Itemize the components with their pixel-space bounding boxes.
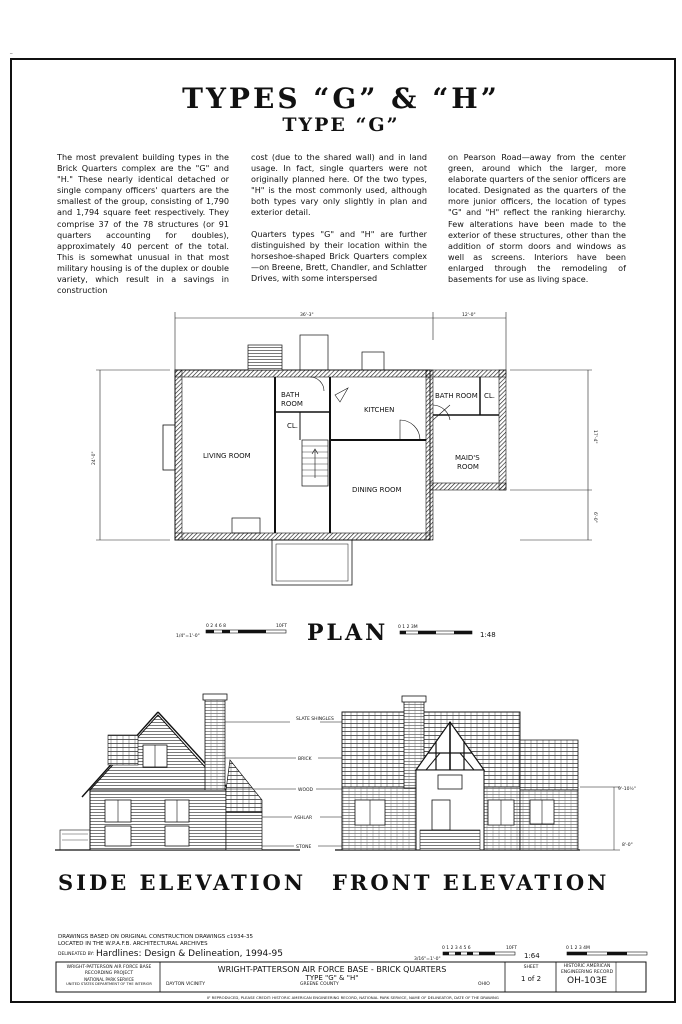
plan-scale-right	[398, 624, 496, 639]
svg-text:10FT: 10FT	[506, 946, 517, 951]
svg-text:0 1 2 3 4 5 6: 0 1 2 3 4 5 6	[442, 946, 471, 951]
plan-dimensions	[96, 312, 592, 540]
plan-label: PLAN	[307, 620, 389, 646]
front-elevation-label: FRONT ELEVATION	[332, 870, 610, 895]
structure-name: WRIGHT-PATTERSON AIR FORCE BASE - BRICK QUARTERS	[217, 965, 447, 974]
svg-text:10FT: 10FT	[276, 624, 287, 629]
structure-type: TYPE "G" & "H"	[305, 974, 359, 982]
agency-line-1: WRIGHT-PATTERSON AIR FORCE BASE	[66, 965, 152, 970]
drawing-title: TYPES “G” & “H”	[182, 82, 500, 115]
sheet-number: 1 of 2	[520, 975, 542, 983]
svg-text:1/4"=1'-0": 1/4"=1'-0"	[176, 634, 200, 639]
drawing-subtitle: TYPE “G”	[282, 114, 400, 136]
front-elevation	[335, 696, 580, 850]
dim-left: 24'-0"	[92, 451, 97, 465]
callout-brick: BRICK	[298, 757, 312, 762]
notes-line-2: LOCATED IN THE W.P.A.F.B. ARCHITECTURAL ARCHIVES	[58, 941, 208, 947]
room-closet-2: CL.	[484, 392, 496, 400]
agency-line-4: UNITED STATES DEPARTMENT OF THE INTERIOR	[66, 982, 152, 986]
room-maids: MAID'S	[455, 454, 480, 462]
svg-text:0 1 2 3 4M: 0 1 2 3 4M	[566, 946, 590, 951]
callout-stone: STONE	[296, 845, 312, 850]
dim-lower: 8'-0"	[622, 843, 633, 848]
room-kitchen: KITCHEN	[364, 406, 395, 414]
paragraph-1: The most prevalent building types in the Brick Quarters complex are the "G" and "H." These nearly identical detached or single company officers' quarters are the smallest of the group, consisting of 1,790 and 1,794 square feet respectively. They comprise 37 of the 78 structures (or 91 quarters accounting for doubles), approximately 40 percent of the total. This is somewhat unusual in that most military housing is of the duplex or double variety, which result in a savings in construction	[57, 152, 229, 296]
elevation-scale	[414, 945, 647, 962]
elevation-dimensions	[580, 785, 636, 850]
callout-slate: SLATE SHINGLES	[296, 717, 334, 722]
delineator-name: Hardlines: Design & Delineation, 1994-95	[96, 949, 283, 959]
dim-top-wing: 12'-0"	[462, 313, 476, 318]
side-elevation-label: SIDE ELEVATION	[58, 870, 307, 895]
svg-text:1:48: 1:48	[480, 631, 496, 639]
room-maids-b: ROOM	[457, 463, 479, 471]
svg-text:0 1 2 3M: 0 1 2 3M	[398, 625, 418, 630]
dim-right-1: 17'-4"	[592, 430, 597, 444]
svg-text:0 2 4 6 8: 0 2 4 6 8	[206, 624, 227, 629]
paragraph-3: Quarters types "G" and "H" are further distinguished by their location within the horseshoe-shaped Brick Quarters complex—on Breene, Brett, Chandler, and Schlatter Drives, with some interspersed	[251, 228, 427, 283]
svg-text:3/16"=1'-0": 3/16"=1'-0"	[414, 957, 441, 962]
svg-text:1:64: 1:64	[524, 952, 540, 960]
county: GREENE COUNTY	[300, 982, 339, 987]
dim-top-main: 36'-3"	[300, 313, 314, 318]
sheet-label: SHEET	[523, 965, 539, 970]
room-bath-1: BATH	[281, 391, 300, 399]
notes-line-1: DRAWINGS BASED ON ORIGINAL CONSTRUCTION DRAWINGS c1934-35	[58, 934, 253, 940]
dim-upper: 9'-10½"	[618, 787, 636, 792]
record-number: OH-103E	[567, 976, 607, 986]
agency-line-2: RECORDING PROJECT	[84, 971, 134, 976]
plan-scale-left	[176, 623, 287, 639]
location: DAYTON VICINITY	[166, 982, 206, 987]
room-living: LIVING ROOM	[203, 452, 251, 460]
haer-line-1: HISTORIC AMERICAN	[563, 964, 611, 969]
agency-line-3: NATIONAL PARK SERVICE	[84, 977, 134, 982]
haer-line-2: ENGINEERING RECORD	[560, 970, 614, 975]
callout-wood: WOOD	[298, 788, 313, 793]
side-elevation	[55, 694, 300, 850]
dim-right-2: 6'-0"	[592, 512, 597, 523]
room-bath-1b: ROOM	[281, 400, 303, 408]
delineated-by-label: DELINEATED BY:	[58, 952, 95, 957]
corner-mark: _	[10, 48, 13, 54]
room-dining: DINING ROOM	[352, 486, 402, 494]
paragraph-2: cost (due to the shared wall) and in land usage. In fact, single quarters were not originally planned here. Of the two types, "H" is the most commonly used, although both types vary only slightly in plan and exterior detail.	[251, 152, 427, 218]
room-bath-2: BATH ROOM	[435, 392, 478, 400]
room-closet-1: CL.	[287, 422, 299, 430]
credit-line: IF REPRODUCED, PLEASE CREDIT: HISTORIC AMERICAN ENGINEERING RECORD, NATIONAL PARK SERVICE, NAME OF DELINEATOR, DATE OF THE DRAWING	[207, 995, 499, 1000]
paragraph-4: on Pearson Road—away from the center green, around which the larger, more elaborate quarters of the senior officers are located. Designated as the quarters of the more junior officers, the location of types "G" and "H" reflect the ranking hierarchy. Few alterations have been made to the exterior of these structures, other than the addition of storm doors and windows as well as screens. Interiors have been enlarged through the remodeling of basements for use as living space.	[448, 152, 626, 285]
state: OHIO	[478, 982, 490, 987]
callout-ashlar: ASHLAR	[294, 816, 313, 821]
